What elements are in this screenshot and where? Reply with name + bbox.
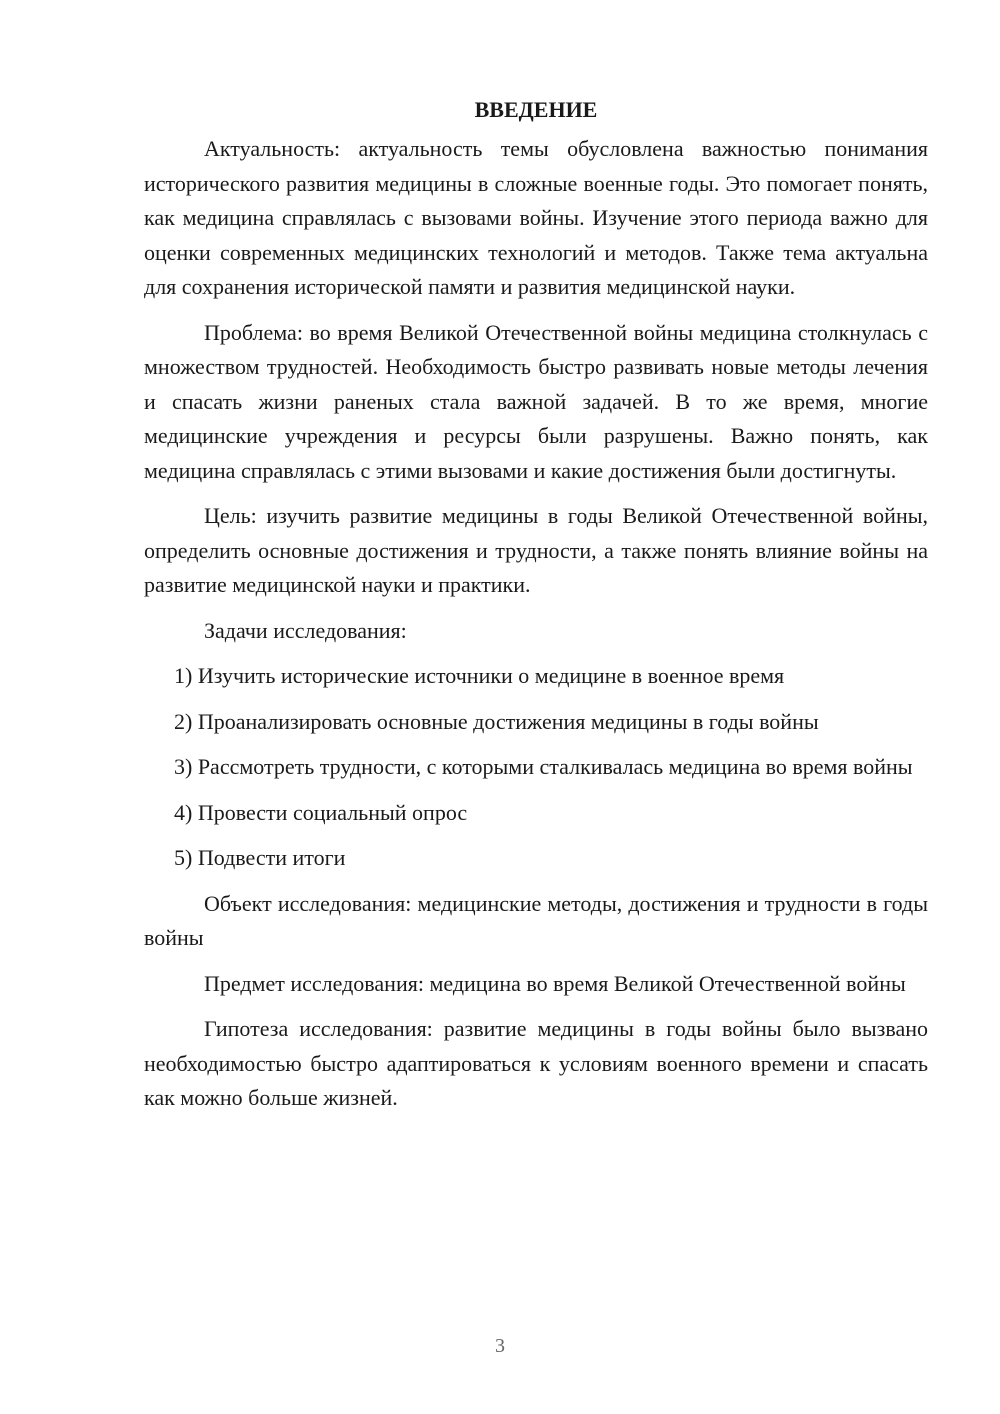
paragraph-goal: Цель: изучить развитие медицины в годы Великой Отечественной войны, определить основные достижения и трудности, а также понять влияние войны на развитие медицинской науки и практики. xyxy=(144,503,928,597)
task-item-1: 1) Изучить исторические источники о медицине в военное время xyxy=(174,663,785,688)
task-item-2: 2) Проанализировать основные достижения медицины в годы войны xyxy=(174,708,819,734)
page-title: ВВЕДЕНИЕ xyxy=(474,97,598,122)
paragraph-relevance: Актуальность: актуальность темы обусловлена важностью понимания исторического развития медицины в сложные военные годы. Это помогает понять, как медицина справлялась с вызовами войны. Изучение этого периода важно для оценки современных медицинских технологий и методов. Также тема актуальна для сохранения исторической памяти и развития медицинской науки. xyxy=(144,136,928,299)
task-item-5: 5) Подвести итоги xyxy=(174,845,346,870)
page-number: 3 xyxy=(495,1335,505,1357)
task-item-4: 4) Провести социальный опрос xyxy=(174,799,468,825)
paragraph-hypothesis: Гипотеза исследования: развитие медицины в годы войны было вызвано необходимостью быстро адаптироваться к условиям военного времени и спасать как можно больше жизней. xyxy=(144,1016,928,1110)
paragraph-problem: Проблема: во время Великой Отечественной войны медицина столкнулась с множеством трудностей. Необходимость быстро развивать новые методы лечения и спасать жизни раненых стала важной задачей. В то же время, многие медицинские учреждения и ресурсы были разрушены. Важно понять, как медицина справлялась с этими вызовами и какие достижения были достигнуты. xyxy=(144,319,928,483)
paragraph-subject: Предмет исследования: медицина во время Великой Отечественной войны xyxy=(204,970,906,996)
task-item-3: 3) Рассмотреть трудности, с которыми сталкивалась медицина во время войны xyxy=(174,754,913,779)
paragraph-object: Объект исследования: медицинские методы, достижения и трудности в годы войны xyxy=(144,890,928,950)
tasks-heading: Задачи исследования: xyxy=(204,617,407,643)
document-page xyxy=(144,88,928,1116)
